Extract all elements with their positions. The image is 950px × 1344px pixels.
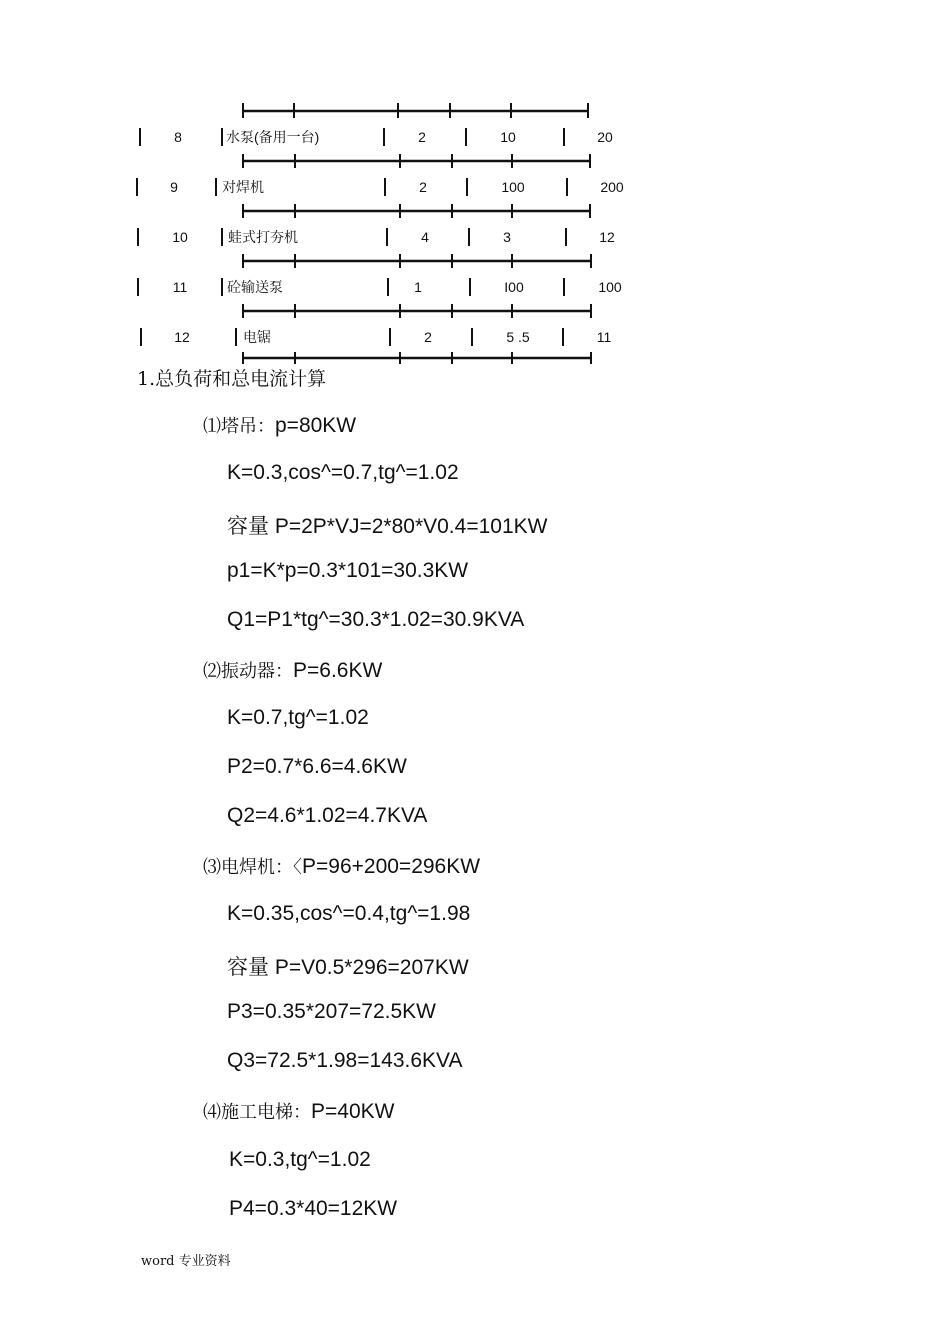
cell-divider	[468, 228, 470, 246]
subsection-title	[203, 657, 382, 683]
cell-divider	[469, 278, 471, 296]
row-number: 10	[172, 229, 188, 245]
row-number: 8	[174, 129, 182, 145]
cell-divider	[465, 128, 467, 146]
section-heading: 1.总负荷和总电流计算	[137, 368, 327, 390]
cell-divider	[215, 178, 217, 196]
cell-divider	[137, 278, 139, 296]
unit-power: 5 .5	[506, 329, 530, 345]
subsection-label: ⑴塔吊：	[203, 416, 275, 437]
subsection-title	[203, 853, 480, 879]
subsection-title	[203, 412, 356, 438]
cell-divider	[386, 228, 388, 246]
total-power: 100	[598, 279, 622, 295]
formula-line: K=0.3,cos^=0.7,tg^=1.02	[227, 461, 459, 484]
cell-divider	[387, 278, 389, 296]
cell-divider	[139, 128, 141, 146]
total-power: 12	[599, 229, 615, 245]
cell-divider	[466, 178, 468, 196]
formula-line: p1=K*p=0.3*101=30.3KW	[227, 559, 469, 582]
cell-divider	[389, 328, 391, 346]
quantity: 1	[414, 279, 422, 295]
row-number: 9	[170, 179, 178, 195]
cell-divider	[221, 278, 223, 296]
quantity: 4	[421, 229, 429, 245]
formula-line: 容量 P=2P*VJ=2*80*V0.4=101KW	[227, 515, 548, 538]
total-power: 20	[597, 129, 613, 145]
unit-power: 3	[503, 229, 511, 245]
formula-line: K=0.35,cos^=0.4,tg^=1.98	[227, 902, 471, 925]
cell-divider	[221, 128, 223, 146]
cell-divider	[384, 178, 386, 196]
cell-divider	[471, 328, 473, 346]
cell-divider	[137, 228, 139, 246]
total-power: 11	[596, 329, 612, 345]
row-number: 11	[172, 279, 188, 295]
cell-divider	[563, 128, 565, 146]
equipment-name: 水泵(备用一台)	[226, 129, 320, 145]
formula-line: K=0.7,tg^=1.02	[227, 706, 369, 729]
subsection-title	[203, 1098, 394, 1124]
page-footer: word 专业资料	[141, 1254, 231, 1269]
cell-divider	[563, 278, 565, 296]
equipment-name: 砼输送泵	[227, 279, 283, 295]
cell-divider	[140, 328, 142, 346]
quantity: 2	[418, 129, 426, 145]
formula-line: P4=0.3*40=12KW	[229, 1197, 398, 1220]
unit-power: 10	[500, 129, 516, 145]
cell-divider	[565, 228, 567, 246]
formula-line: Q3=72.5*1.98=143.6KVA	[227, 1049, 463, 1072]
subsection-value: p=80KW	[275, 414, 357, 437]
total-power: 200	[600, 179, 624, 195]
equipment-name: 对焊机	[222, 179, 264, 195]
cell-divider	[221, 228, 223, 246]
formula-line: 容量 P=V0.5*296=207KW	[227, 956, 469, 979]
subsection-label: ⑶电焊机：〈	[203, 857, 302, 878]
formula-line: Q2=4.6*1.02=4.7KVA	[227, 804, 428, 827]
formula-line: P3=0.35*207=72.5KW	[227, 1000, 436, 1023]
subsection-value: P=6.6KW	[293, 659, 383, 682]
formula-line: K=0.3,tg^=1.02	[229, 1148, 371, 1171]
unit-power: I00	[504, 279, 524, 295]
cell-divider	[383, 128, 385, 146]
formula-line: P2=0.7*6.6=4.6KW	[227, 755, 407, 778]
equipment-name: 电锯	[243, 329, 271, 345]
equipment-name: 蛙式打夯机	[228, 229, 298, 245]
subsection-label: ⑷施工电梯：	[203, 1102, 311, 1123]
subsection-value: P=40KW	[311, 1100, 395, 1123]
unit-power: 100	[501, 179, 525, 195]
quantity: 2	[424, 329, 432, 345]
subsection-value: P=96+200=296KW	[302, 855, 481, 878]
cell-divider	[235, 328, 237, 346]
cell-divider	[562, 328, 564, 346]
subsection-label: ⑵振动器：	[203, 661, 293, 682]
table-grid	[0, 0, 950, 370]
quantity: 2	[419, 179, 427, 195]
cell-divider	[566, 178, 568, 196]
formula-line: Q1=P1*tg^=30.3*1.02=30.9KVA	[227, 608, 525, 631]
row-number: 12	[174, 329, 190, 345]
cell-divider	[136, 178, 138, 196]
